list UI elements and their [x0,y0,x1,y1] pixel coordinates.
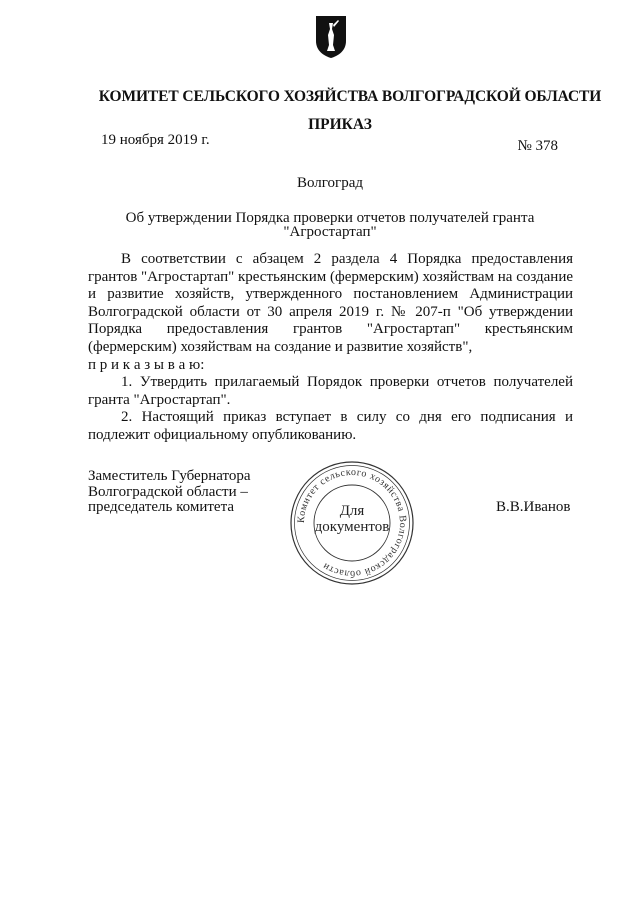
subject-line-1: Об утверждении Порядка проверки отчетов получателей гранта [125,210,535,226]
seal-center-text [289,503,415,535]
signer-position-line-1: Заместитель Губернатора [88,468,251,484]
coat-of-arms-icon [314,15,348,59]
subject-line-2: "Агростартап" [283,224,377,240]
order-number: № 378 [517,138,558,154]
order-subject [100,211,560,239]
city: Волгоград [296,175,363,191]
seal-center-line-1: Для [339,503,365,519]
signer-name: В.В.Иванов [496,499,571,515]
order-body [88,251,573,445]
organization-name: КОМИТЕТ СЕЛЬСКОГО ХОЗЯЙСТВА ВОЛГОГРАДСКОЙ ОБЛАСТИ [98,88,602,105]
document-type: ПРИКАЗ [308,116,372,133]
seal-ring-text: Комитет сельского хозяйства Волгоградской области [295,466,409,580]
order-item-2: 2. Настоящий приказ вступает в силу со дня его подписания и подлежит официальному опубликованию. [88,409,573,443]
preamble-text: В соответствии с абзацем 2 раздела 4 Порядка предоставления грантов "Агростартап" крестьянским (фермерским) хозяйствам на создание и развитие хозяйств, утвержденного постановлением Администрации Волгоградской области от 30 апреля 2019 г. № 207-п "Об утверждении Порядка предоставления грантов "Агростартап" крестьянским (фермерским) хозяйствам на создание и развитие хозяйств", [88,251,574,355]
order-date: 19 ноября 2019 г. [101,132,210,148]
signer-position-line-2: Волгоградской области – [88,483,248,500]
seal-center-line-2: документов [314,519,390,535]
signer-position-line-3: председатель комитета [88,499,234,515]
signer-position [88,469,288,516]
preamble-paragraph [88,251,573,374]
order-item-1: 1. Утвердить прилагаемый Порядок проверки отчетов получателей гранта "Агростартап". [88,374,573,408]
order-word: п р и к а з ы в а ю: [88,356,205,373]
